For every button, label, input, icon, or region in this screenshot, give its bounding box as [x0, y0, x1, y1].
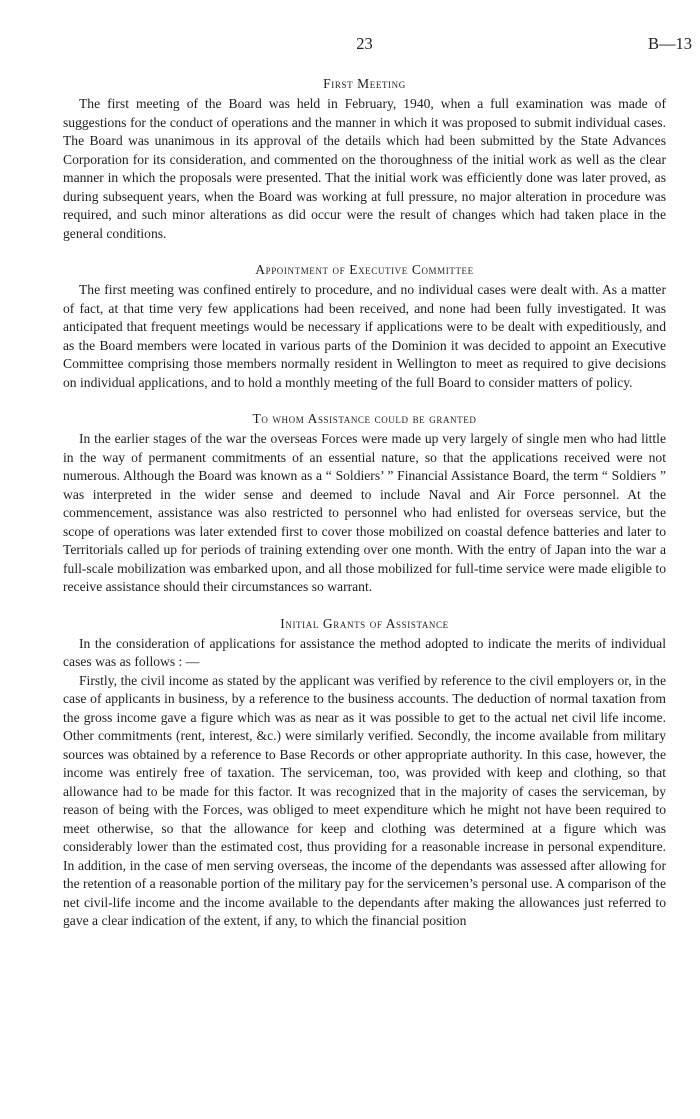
paragraph: The first meeting was confined entirely to procedure, and no individual cases were dealt with. As a matter of fact, at that time very few applications had been received, and none had been fully investigated. It was anticipated that frequent meetings would be necessary if applications were to be dealt with expeditiously, and as the Board members were located in various parts of the Dominion it was decided to appoint an Executive Committee comprising those members normally resident in Wellington to meet as required to give decisions on individual applications, and to hold a monthly meeting of the full Board to consider matters of policy.: [63, 282, 666, 390]
section-heading: Appointment of Executive Committee: [255, 262, 474, 277]
document-page: [63, 34, 692, 931]
document-reference: B—13: [647, 34, 692, 53]
section-heading: First Meeting: [323, 76, 406, 91]
section-initial-grants-of-assistance: [63, 616, 666, 931]
paragraph: In the consideration of applications for assistance the method adopted to indicate the merits of individual cases was as follows : —: [63, 635, 666, 669]
section-heading: To whom Assistance could be granted: [252, 411, 477, 426]
page-number: 23: [356, 34, 373, 53]
section-heading: Initial Grants of Assistance: [280, 615, 449, 631]
paragraph: Firstly, the civil income as stated by the applicant was verified by reference to the civil employers or, in the case of applicants in business, by a reference to the business accounts. The deduction of normal taxation from the gross income gave a figure which was as near as it was possible to get to the actual net civil life income. Other commitments (rent, interest, &c.) were similarly verified. Secondly, the income available from military sources was obtained by a reference to Base Records or other appropriate authority. In this case, however, the income was entirely free of taxation. The serviceman, too, was provided with keep and clothing, so that allowance had to be made for this factor. It was recognized that in the majority of cases the serviceman, by reason of being with the Forces, was obliged to meet expenditure which he might not have been required to meet otherwise, so that the allowance for keep and clothing was determined at a figure which was considerably lower than the estimated cost, thus providing for a reasonable increase in personal expenditure. In addition, in the case of men serving overseas, the income of the dependants was assessed after allowing for the retention of a reasonable portion of the military pay for the servicemen’s personal use. A comparison of the net civil-life income and the income available to the dependants after making the allowances just referred to gave a clear indication of the extent, if any, to which the financial position: [63, 672, 666, 928]
paragraph: The first meeting of the Board was held in February, 1940, when a full examination was made of suggestions for the conduct of operations and the manner in which it was proposed to submit individual cases. The Board was unanimous in its approval of the details which had been submitted by the State Advances Corporation for its consideration, and commented on the thoroughness of the initial work as well as the clear manner in which the proposals were presented. That the initial work was efficiently done was later proved, as during subsequent years, when the Board was working at full pressure, no major alteration in procedure was required, and such minor alterations as did occur were the result of changes which had taken place in the general conditions.: [63, 96, 666, 241]
page-header: [63, 34, 692, 56]
section-to-whom-assistance-could-be-granted: [63, 411, 666, 597]
section-first-meeting: [63, 76, 666, 243]
paragraph: In the earlier stages of the war the overseas Forces were made up very largely of single men who had little in the way of permanent commitments of an essential nature, so that the applications received were not numerous. Although the Board was known as a “ Soldiers’ ” Financial Assistance Board, the term “ Soldiers ” was interpreted in the wider sense and deemed to include Naval and Air Force personnel. At the commencement, assistance was also restricted to personnel who had enlisted for overseas service, but the scope of operations was later extended first to cover those mobilized on coastal defence batteries and later to Territorials called up for periods of training extending over one month. With the entry of Japan into the war a full-scale mobilization was embarked upon, and all those mobilized for full-time service were made eligible to receive assistance should their circumstances so warrant.: [63, 431, 666, 594]
section-appointment-of-executive-committee: [63, 262, 666, 392]
